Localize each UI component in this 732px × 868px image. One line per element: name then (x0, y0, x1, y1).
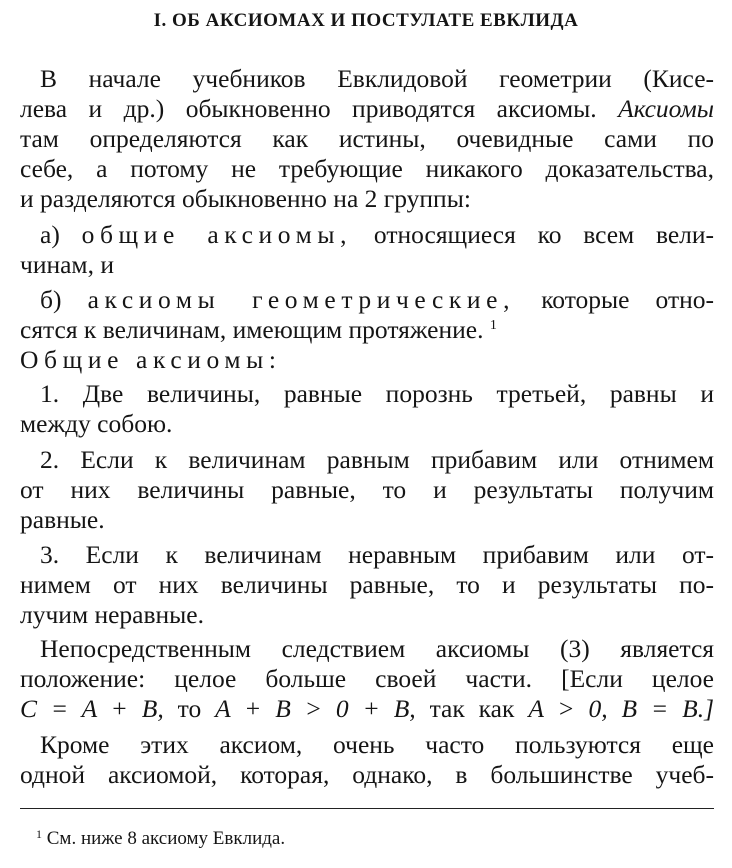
footnote (36, 828, 285, 850)
pa-line-1-rest: относящиеся ко всем вели- (373, 220, 714, 249)
p1-line-2-italic: Аксиомы (618, 94, 714, 123)
p4-line-1: Непосредственным следствием аксиомы (3) является (40, 634, 714, 663)
footnote-text: См. ниже 8 аксиому Евклида. (46, 828, 286, 849)
p1-line-2 (20, 93, 714, 124)
footnote-reference: 1 (489, 318, 497, 333)
pa-spaced-term: общие аксиомы, (81, 220, 353, 249)
pb-marker: б) (40, 285, 62, 314)
p1-line-5: и разделяются обыкновенно на 2 группы: (20, 184, 471, 213)
formula-conditions: A > 0, B = B.] (528, 694, 714, 723)
p5-line-2: одной аксиомой, которая, однако, в большинстве учеб- (20, 760, 714, 789)
formula-inequality: A + B > 0 + B, (215, 694, 416, 723)
axiom-3-line-2: нимем от них величины равные, то и результаты по- (20, 570, 714, 599)
footnote-divider (20, 808, 714, 809)
axiom-2-line-1: 2. Если к величинам равным прибавим или отнимем (40, 445, 714, 474)
pb-line-2-text: сятся к величинам, имеющим протяжение. (20, 315, 484, 344)
pb-line-2 (20, 314, 714, 345)
p4-word-to: то (177, 694, 202, 723)
p4-line-2: положение: целое больше своей части. [Если целое (20, 664, 714, 693)
axiom-2-line-3: равные. (20, 505, 105, 534)
axiom-1-line-2: между собою. (20, 409, 173, 438)
axiom-3-line-1: 3. Если к величинам неравным прибавим или от- (40, 540, 714, 569)
chapter-heading: I. ОБ АКСИОМАХ И ПОСТУЛАТЕ ЕВКЛИДА (153, 10, 579, 31)
axiom-1-line-1: 1. Две величины, равные порознь третьей, равны и (40, 379, 714, 408)
p1-line-4: себе, а потому не требующие никакого доказательства, (20, 154, 714, 183)
pa-line-2: чинам, и (20, 250, 114, 279)
general-axioms-heading: Общие аксиомы: (20, 345, 282, 374)
pb-line-1-rest: которые отно- (541, 285, 714, 314)
p1-line-2-text: лева и др.) обыкновенно приводятся аксиомы. (20, 94, 597, 123)
p4-word-since: так как (429, 694, 515, 723)
pb-line-1 (40, 284, 714, 315)
axiom-2-line-2: от них величины равные, то и результаты получим (20, 475, 714, 504)
axiom-3-line-3: лучим неравные. (20, 600, 205, 629)
p1-line-3: там определяются как истины, очевидные сами по (20, 124, 714, 153)
p5-line-1: Кроме этих аксиом, очень часто пользуются еще (40, 730, 714, 759)
formula-c-equals: C = A + B, (20, 694, 164, 723)
pa-line-1 (40, 219, 714, 250)
p1-line-1: В начале учебников Евклидовой геометрии (Кисе- (40, 64, 714, 93)
pa-marker: а) (40, 220, 60, 249)
p4-line-3 (20, 693, 714, 724)
footnote-mark: 1 (36, 827, 42, 841)
pb-spaced-term: аксиомы геометрические, (87, 285, 516, 314)
